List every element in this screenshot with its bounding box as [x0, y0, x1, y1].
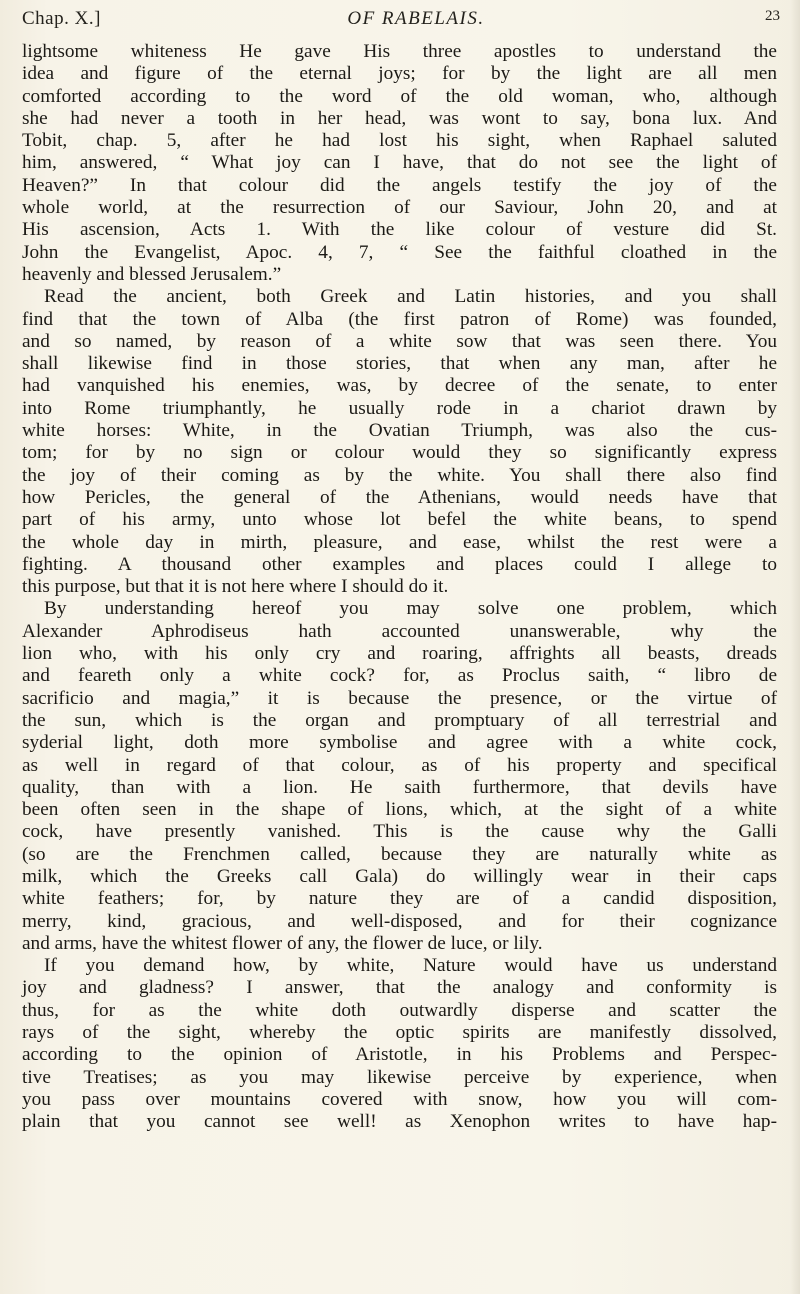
text-line: whole world, at the resurrection of our Saviour, John 20, and at: [22, 197, 777, 219]
text-line: comforted according to the word of the old woman, who, although: [22, 85, 777, 107]
text-line: rays of the sight, whereby the optic spirits are manifestly dissolved,: [22, 1022, 777, 1044]
body-text: [22, 41, 777, 1134]
text-line: she had never a tooth in her head, was wont to say, bona lux. And: [22, 107, 777, 129]
text-line: syderial light, doth more symbolise and agree with a white cock,: [22, 732, 777, 754]
text-line: tom; for by no sign or colour would they so significantly express: [22, 442, 777, 464]
text-line: heavenly and blessed Jerusalem.”: [22, 263, 282, 285]
text-line: as well in regard of that colour, as of his property and specifical: [22, 754, 777, 776]
text-line: shall likewise find in those stories, that when any man, after he: [22, 353, 777, 375]
text-line: plain that you cannot see well! as Xenophon writes to have hap-: [22, 1111, 777, 1133]
page-edge-shadow: [790, 0, 800, 1294]
text-line: white feathers; for, by nature they are of a candid disposition,: [22, 888, 777, 910]
text-line: the sun, which is the organ and promptuary of all terrestrial and: [22, 709, 777, 731]
text-line: Read the ancient, both Greek and Latin histories, and you shall: [44, 286, 777, 308]
text-line: sacrificio and magia,” it is because the presence, or the virtue of: [22, 687, 777, 709]
text-line: John the Evangelist, Apoc. 4, 7, “ See the faithful cloathed in the: [22, 241, 777, 263]
running-title: OF RABELAIS.: [347, 8, 485, 29]
text-line: how Pericles, the general of the Athenians, would needs have that: [22, 486, 777, 508]
text-line: joy and gladness? I answer, that the analogy and conformity is: [22, 977, 777, 999]
text-line: milk, which the Greeks call Gala) do willingly wear in their caps: [22, 865, 777, 887]
text-line: thus, for as the white doth outwardly disperse and scatter the: [22, 999, 777, 1021]
text-line: been often seen in the shape of lions, which, at the sight of a white: [22, 799, 777, 821]
page-number: 23: [765, 8, 780, 24]
text-line: His ascension, Acts 1. With the like colour of vesture did St.: [22, 219, 777, 241]
text-line: idea and figure of the eternal joys; for by the light are all men: [22, 63, 777, 85]
text-line: find that the town of Alba (the first patron of Rome) was founded,: [22, 308, 777, 330]
text-line: Heaven?” In that colour did the angels testify the joy of the: [22, 174, 777, 196]
text-line: according to the opinion of Aristotle, in his Problems and Perspec-: [22, 1044, 777, 1066]
text-line: this purpose, but that it is not here where I should do it.: [22, 576, 449, 598]
text-line: part of his army, unto whose lot befel the white beans, to spend: [22, 509, 777, 531]
text-line: (so are the Frenchmen called, because they are naturally white as: [22, 843, 777, 865]
text-line: lion who, with his only cry and roaring, affrights all beasts, dreads: [22, 643, 777, 665]
text-line: merry, kind, gracious, and well-disposed, and for their cognizance: [22, 910, 777, 932]
text-line: and arms, have the whitest flower of any, the flower de luce, or lily.: [22, 932, 543, 954]
text-line: quality, than with a lion. He saith furthermore, that devils have: [22, 776, 777, 798]
text-line: tive Treatises; as you may likewise perceive by experience, when: [22, 1066, 777, 1088]
text-line: and so named, by reason of a white sow that was seen there. You: [22, 330, 777, 352]
chapter-label: Chap. X.]: [22, 8, 101, 29]
text-line: If you demand how, by white, Nature would have us understand: [44, 955, 777, 977]
text-line: Alexander Aphrodiseus hath accounted unanswerable, why the: [22, 620, 777, 642]
text-line: him, answered, “ What joy can I have, that do not see the light of: [22, 152, 777, 174]
text-line: fighting. A thousand other examples and places could I allege to: [22, 553, 777, 575]
text-line: By understanding hereof you may solve one problem, which: [44, 598, 777, 620]
text-line: Tobit, chap. 5, after he had lost his sight, when Raphael saluted: [22, 130, 777, 152]
text-line: and feareth only a white cock? for, as Proclus saith, “ libro de: [22, 665, 777, 687]
text-line: the whole day in mirth, pleasure, and ease, whilst the rest were a: [22, 531, 777, 553]
text-line: white horses: White, in the Ovatian Triumph, was also the cus-: [22, 420, 777, 442]
text-line: into Rome triumphantly, he usually rode in a chariot drawn by: [22, 397, 777, 419]
text-line: had vanquished his enemies, was, by decree of the senate, to enter: [22, 375, 777, 397]
text-line: the joy of their coming as by the white. You shall there also find: [22, 464, 777, 486]
running-header: [22, 8, 780, 36]
text-line: cock, have presently vanished. This is the cause why the Galli: [22, 821, 777, 843]
text-line: you pass over mountains covered with snow, how you will com-: [22, 1088, 777, 1110]
text-line: lightsome whiteness He gave His three apostles to understand the: [22, 41, 777, 62]
